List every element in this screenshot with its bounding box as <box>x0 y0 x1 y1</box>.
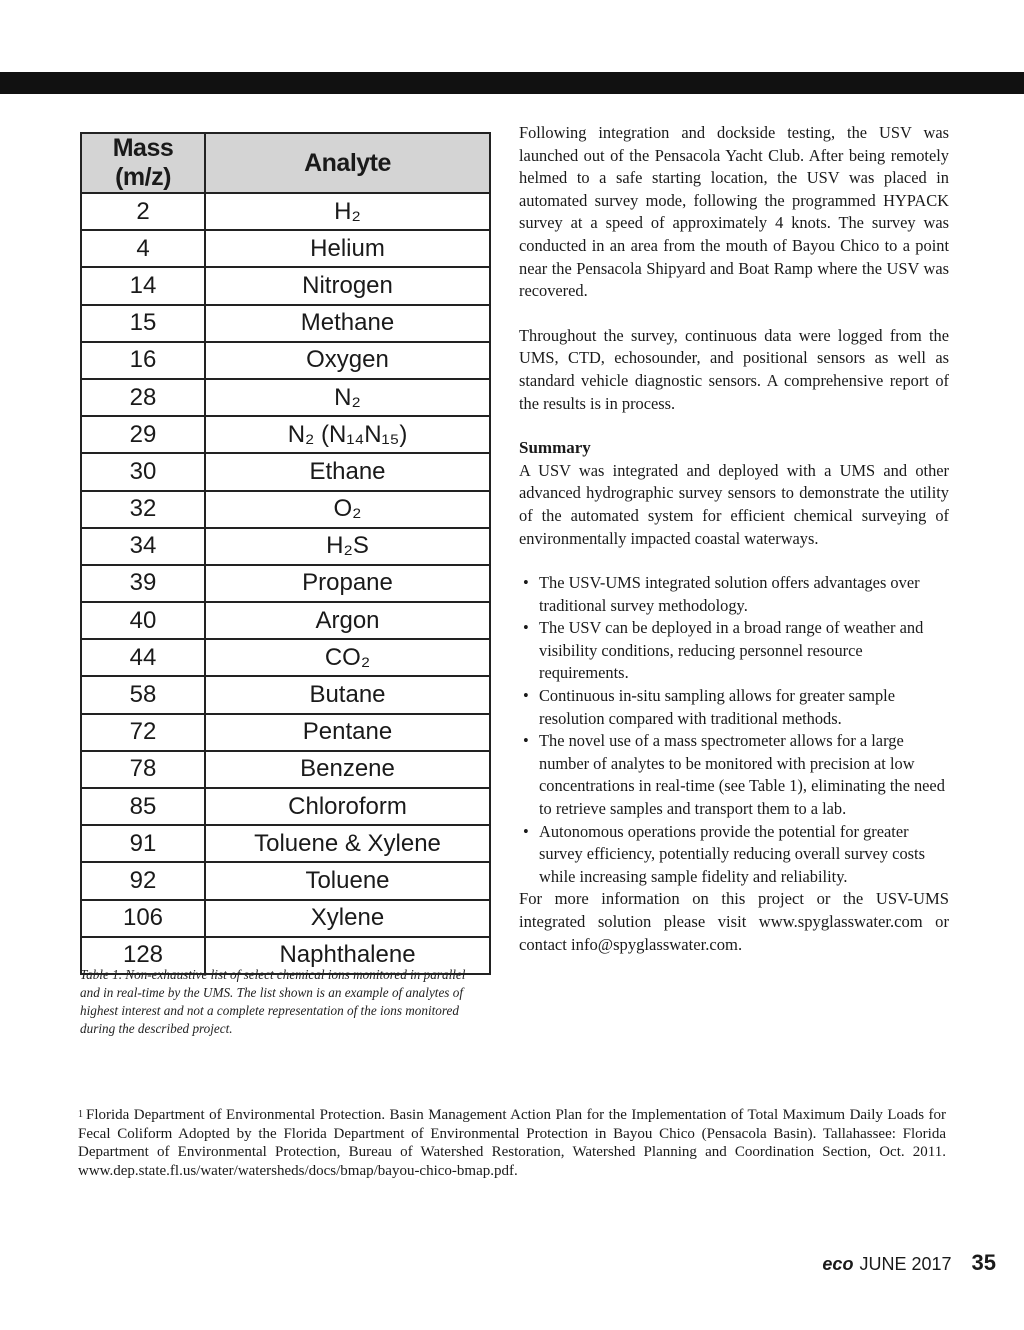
analyte-cell: CO₂ <box>205 639 490 676</box>
analyte-cell: Toluene <box>205 862 490 899</box>
mass-cell: 39 <box>81 565 205 602</box>
analyte-cell: Propane <box>205 565 490 602</box>
bullet-text: Autonomous operations provide the potential for greater survey efficiency, potentially reducing overall survey costs while increasing sample fidelity and reliability. <box>539 821 925 886</box>
table-row <box>81 639 490 676</box>
mass-cell: 34 <box>81 528 205 565</box>
page-number: 35 <box>971 1250 996 1275</box>
table-row <box>81 751 490 788</box>
bullet-text: The USV-UMS integrated solution offers advantages over traditional survey methodology. <box>539 573 920 615</box>
table-row <box>81 416 490 453</box>
body-paragraph: Throughout the survey, continuous data were logged from the UMS, CTD, echosounder, and positional sensors as well as standard vehicle diagnostic sensors. A comprehensive report of the results is in process. <box>519 325 949 413</box>
mass-cell: 2 <box>81 193 205 230</box>
top-header-bar <box>0 72 1024 94</box>
footnote <box>78 1106 946 1180</box>
table-row <box>81 491 490 528</box>
table-row <box>81 676 490 713</box>
table-body <box>81 193 490 974</box>
analyte-cell: Methane <box>205 305 490 342</box>
article-body <box>519 122 949 956</box>
mass-cell: 91 <box>81 825 205 862</box>
summary-bullet-list <box>519 572 949 888</box>
analyte-cell: H₂ <box>205 193 490 230</box>
mass-cell: 28 <box>81 379 205 416</box>
analyte-cell: Xylene <box>205 900 490 937</box>
table-row <box>81 862 490 899</box>
bullet-item <box>519 617 949 685</box>
table-caption: Table 1. Non-exhaustive list of select chemical ions monitored in parallel and in real-time by the UMS. The list shown is an example of analytes of highest interest and not a complete representation of the ions monitored during the described project. <box>80 967 466 1036</box>
mass-cell: 72 <box>81 714 205 751</box>
bullet-icon: • <box>523 821 529 841</box>
analyte-cell: Benzene <box>205 751 490 788</box>
table-row <box>81 305 490 342</box>
table-row <box>81 714 490 751</box>
table-header-row <box>81 133 490 193</box>
magazine-brand: eco <box>822 1254 854 1274</box>
footnote-marker: 1 <box>78 1109 83 1120</box>
body-paragraph: Following integration and dockside testing, the USV was launched out of the Pensacola Yacht Club. After being remotely helmed to a safe starting location, the USV was placed in automated survey mode, following the programmed HYPACK survey at a speed of approximately 4 knots. The survey was conducted in an area from the mouth of Bayou Chico to a point near the Pensacola Shipyard and Boat Ramp where the USV was recovered. <box>519 123 949 301</box>
mass-cell: 40 <box>81 602 205 639</box>
analyte-cell: Helium <box>205 230 490 267</box>
mass-cell: 32 <box>81 491 205 528</box>
table-row <box>81 825 490 862</box>
mass-cell: 92 <box>81 862 205 899</box>
analyte-cell: N₂ <box>205 379 490 416</box>
summary-paragraph: A USV was integrated and deployed with a UMS and other advanced hydrographic survey sensors to demonstrate the utility of the automated system for efficient chemical surveying of environmentally impacted coastal waterways. <box>519 460 949 548</box>
analyte-cell: Argon <box>205 602 490 639</box>
mass-cell: 44 <box>81 639 205 676</box>
analyte-table <box>80 132 491 975</box>
bullet-item <box>519 730 949 820</box>
page-footer <box>822 1250 996 1276</box>
table-row <box>81 267 490 304</box>
summary-heading: Summary <box>519 438 591 458</box>
mass-cell: 58 <box>81 676 205 713</box>
contact-paragraph: For more information on this project or the USV-UMS integrated solution please visit www.spyglasswater.com or contact info@spyglasswater.com. <box>519 889 949 954</box>
analyte-cell: Nitrogen <box>205 267 490 304</box>
bullet-text: Continuous in-situ sampling allows for greater sample resolution compared with traditional methods. <box>539 686 895 728</box>
analyte-cell: Ethane <box>205 453 490 490</box>
table-row <box>81 900 490 937</box>
mass-cell: 85 <box>81 788 205 825</box>
bullet-text: The novel use of a mass spectrometer allows for a large number of analytes to be monitored with precision at low concentrations in real-time (see Table 1), eliminating the need to retrieve samples and transport them to a lab. <box>539 731 945 819</box>
mass-cell: 78 <box>81 751 205 788</box>
header-analyte: Analyte <box>205 133 490 193</box>
bullet-icon: • <box>523 731 529 751</box>
bullet-text: The USV can be deployed in a broad range of weather and visibility conditions, reducing personnel resource requirements. <box>539 618 924 683</box>
table-row <box>81 528 490 565</box>
analyte-table-container <box>80 132 491 975</box>
analyte-cell: Butane <box>205 676 490 713</box>
table-row <box>81 193 490 230</box>
bullet-item <box>519 821 949 889</box>
analyte-cell: O₂ <box>205 491 490 528</box>
mass-cell: 16 <box>81 342 205 379</box>
bullet-item <box>519 572 949 617</box>
analyte-cell: N₂ (N₁₄N₁₅) <box>205 416 490 453</box>
mass-cell: 4 <box>81 230 205 267</box>
analyte-cell: Toluene & Xylene <box>205 825 490 862</box>
table-row <box>81 602 490 639</box>
bullet-item <box>519 685 949 730</box>
table-row <box>81 379 490 416</box>
analyte-cell: Naphthalene <box>205 937 490 974</box>
header-mass: Mass (m/z) <box>81 133 205 193</box>
bullet-icon: • <box>523 618 529 638</box>
footnote-text: Florida Department of Environmental Protection. Basin Management Action Plan for the Implementation of Total Maximum Daily Loads for Fecal Coliform Adopted by the Florida Department of Environmental Protection in Bayou Chico (Pensacola Basin). Tallahassee: Florida Department of Environmental Protection, Bureau of Watershed Restoration, Watershed Planning and Coordination Section, Oct. 2011. www.dep.state.fl.us/water/watersheds/docs/bmap/bayou-chico-bmap.pdf. <box>78 1107 946 1179</box>
mass-cell: 29 <box>81 416 205 453</box>
table-row <box>81 342 490 379</box>
mass-cell: 15 <box>81 305 205 342</box>
issue-date: JUNE 2017 <box>859 1254 952 1274</box>
analyte-cell: Oxygen <box>205 342 490 379</box>
mass-cell: 128 <box>81 937 205 974</box>
table-row <box>81 565 490 602</box>
bullet-icon: • <box>523 573 529 593</box>
mass-cell: 106 <box>81 900 205 937</box>
table-row <box>81 453 490 490</box>
mass-cell: 30 <box>81 453 205 490</box>
analyte-cell: Chloroform <box>205 788 490 825</box>
analyte-cell: Pentane <box>205 714 490 751</box>
analyte-cell: H₂S <box>205 528 490 565</box>
table-row <box>81 230 490 267</box>
table-row <box>81 788 490 825</box>
bullet-icon: • <box>523 686 529 706</box>
mass-cell: 14 <box>81 267 205 304</box>
